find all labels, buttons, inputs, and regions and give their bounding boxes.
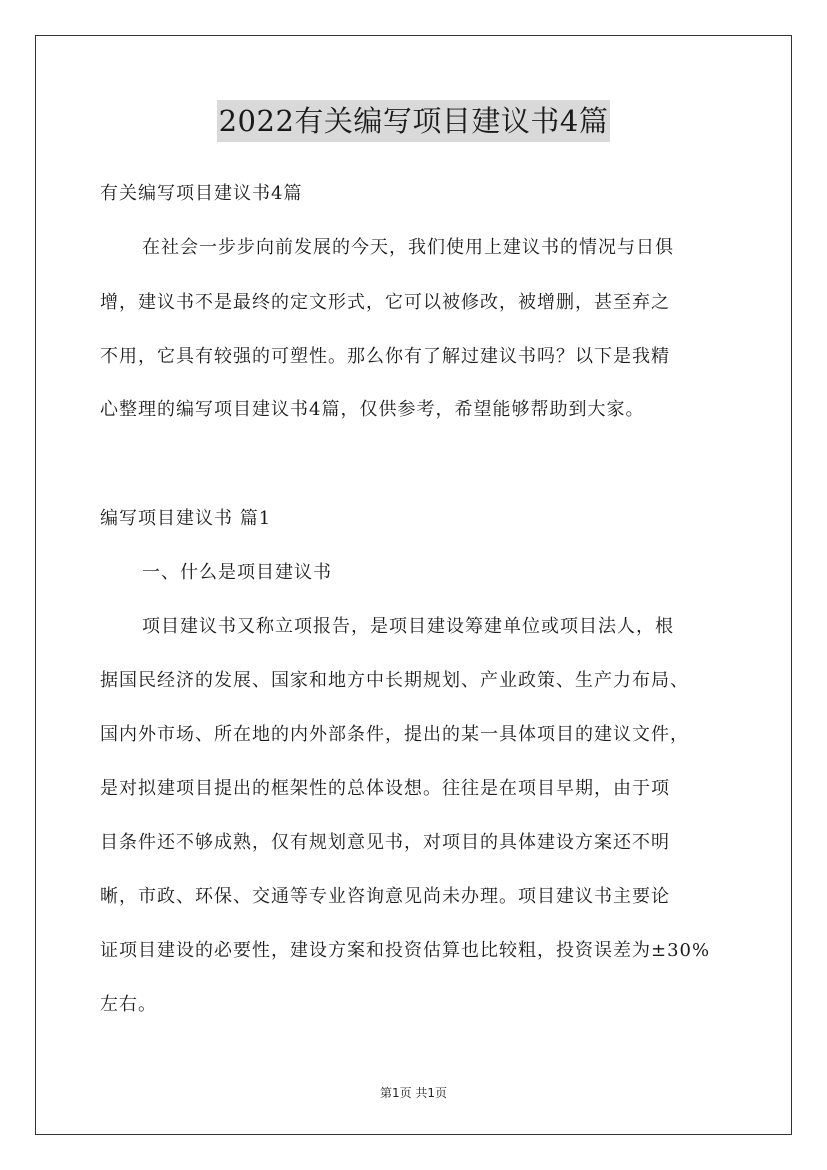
body-line-6: 晰，市政、环保、交通等专业咨询意见尚未办理。项目建议书主要论	[100, 886, 670, 907]
intro-line-3: 不用，它具有较强的可塑性。那么你有了解过建议书吗？以下是我精	[100, 346, 670, 367]
document-subtitle: 有关编写项目建议书4篇	[100, 183, 303, 204]
body-line-8: 左右。	[100, 994, 157, 1015]
body-line-3: 国内外市场、所在地的内外部条件，提出的某一具体项目的建议文件，	[100, 724, 689, 745]
intro-line-2: 增，建议书不是最终的定文形式，它可以被修改，被增删，甚至弃之	[100, 292, 670, 313]
section-heading: 编写项目建议书 篇1	[100, 508, 272, 529]
document-title: 2022有关编写项目建议书4篇	[217, 100, 611, 142]
body-line-5: 目条件还不够成熟，仅有规划意见书，对项目的具体建设方案还不明	[100, 832, 670, 853]
body-line-4: 是对拟建项目提出的框架性的总体设想。往往是在项目早期，由于项	[100, 778, 670, 799]
body-line-2: 据国民经济的发展、国家和地方中长期规划、产业政策、生产力布局、	[100, 670, 689, 691]
body-line-7: 证项目建设的必要性，建设方案和投资估算也比较粗，投资误差为±30%	[100, 940, 711, 961]
body-line-1: 项目建议书又称立项报告，是项目建设筹建单位或项目法人，根	[142, 616, 674, 637]
intro-line-1: 在社会一步步向前发展的今天，我们使用上建议书的情况与日俱	[142, 237, 674, 258]
intro-line-4: 心整理的编写项目建议书4篇，仅供参考，希望能够帮助到大家。	[100, 399, 645, 420]
document-title-wrap	[0, 100, 827, 142]
page-footer: 第1页 共1页	[379, 1086, 448, 1100]
subheading: 一、什么是项目建议书	[142, 562, 332, 583]
